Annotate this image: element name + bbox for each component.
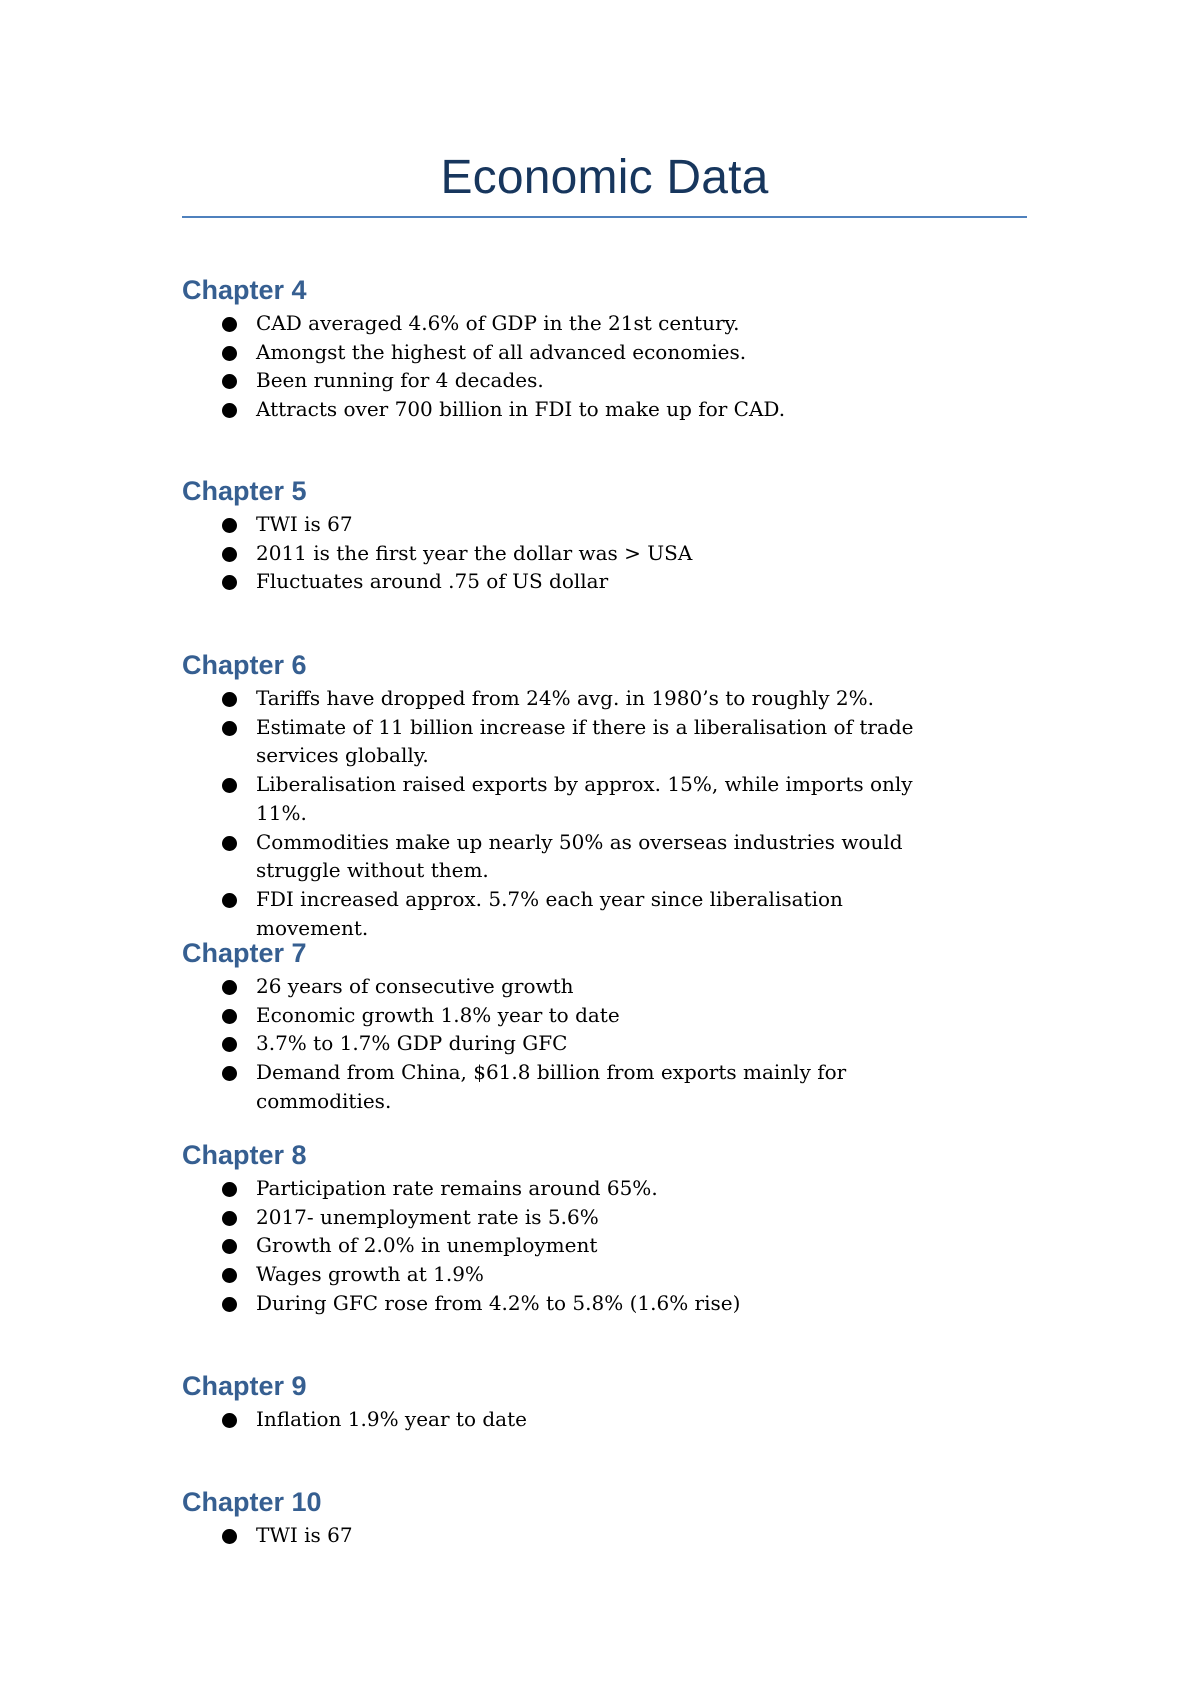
bullet-text: 3.7% to 1.7% GDP during GFC: [256, 1031, 568, 1056]
chapter-7-section: [182, 936, 1027, 1116]
list-item: [182, 1029, 956, 1058]
bullet-icon: [222, 1529, 237, 1544]
chapter-heading: Chapter 9: [182, 1371, 307, 1401]
list-item: [182, 366, 956, 395]
bullet-list: [182, 1405, 1027, 1434]
bullet-list: [182, 1174, 1027, 1318]
chapter-10-section: [182, 1485, 1027, 1550]
bullet-text: TWI is 67: [256, 512, 353, 536]
bullet-text: During GFC rose from 4.2% to 5.8% (1.6% rise): [256, 1290, 741, 1315]
bullet-text: Fluctuates around .75 of US dollar: [256, 569, 609, 594]
list-item: [182, 1001, 956, 1030]
list-item: [182, 972, 956, 1001]
bullet-list: [182, 972, 1027, 1116]
bullet-list: [182, 1521, 1027, 1550]
title-divider: [182, 216, 1027, 218]
chapter-heading: Chapter 4: [182, 275, 307, 305]
bullet-text: Tariffs have dropped from 24% avg. in 1980’s to roughly 2%.: [256, 686, 874, 710]
chapter-8-section: [182, 1138, 1027, 1318]
bullet-icon: [222, 1009, 237, 1024]
bullet-icon: [222, 403, 237, 418]
bullet-icon: [222, 1297, 237, 1312]
bullet-icon: [222, 1413, 237, 1428]
list-item: [182, 309, 956, 338]
bullet-list: [182, 510, 1027, 596]
bullet-icon: [222, 893, 237, 908]
bullet-text: Attracts over 700 billion in FDI to make up for CAD.: [256, 397, 786, 422]
chapter-heading: Chapter 6: [182, 650, 307, 680]
bullet-icon: [222, 1037, 237, 1052]
bullet-icon: [222, 836, 237, 851]
chapter-heading: Chapter 7: [182, 938, 307, 968]
list-item: [182, 539, 956, 568]
bullet-icon: [222, 1182, 237, 1197]
bullet-text: 2011 is the first year the dollar was > USA: [256, 540, 693, 565]
list-item: [182, 770, 956, 827]
list-item: [182, 1289, 956, 1318]
bullet-text: Growth of 2.0% in unemployment: [256, 1233, 598, 1258]
list-item: [182, 684, 956, 713]
bullet-icon: [222, 778, 237, 793]
chapter-4-section: [182, 273, 1027, 424]
bullet-icon: [222, 1066, 237, 1081]
bullet-text: Estimate of 11 billion increase if there is a liberalisation of trade services globally.: [256, 714, 914, 768]
chapter-6-section: [182, 648, 1027, 942]
list-item: [182, 395, 956, 424]
bullet-icon: [222, 575, 237, 590]
chapter-9-section: [182, 1369, 1027, 1434]
bullet-icon: [222, 1211, 237, 1226]
list-item: [182, 1521, 956, 1550]
bullet-text: Commodities make up nearly 50% as overseas industries would struggle without them.: [256, 829, 903, 883]
bullet-text: Demand from China, $61.8 billion from exports mainly for commodities.: [256, 1060, 847, 1113]
bullet-icon: [222, 1268, 237, 1283]
bullet-text: Inflation 1.9% year to date: [256, 1407, 527, 1431]
list-item: [182, 510, 956, 539]
bullet-icon: [222, 547, 237, 562]
list-item: [182, 1231, 956, 1260]
chapter-heading: Chapter 10: [182, 1487, 322, 1517]
bullet-text: FDI increased approx. 5.7% each year since liberalisation movement.: [256, 886, 843, 940]
chapter-heading: Chapter 5: [182, 476, 307, 506]
bullet-text: Wages growth at 1.9%: [256, 1262, 484, 1287]
bullet-icon: [222, 721, 237, 736]
list-item: [182, 1174, 956, 1203]
list-item: [182, 885, 956, 942]
bullet-text: Economic growth 1.8% year to date: [256, 1002, 620, 1027]
document-title: Economic Data: [440, 151, 769, 204]
chapter-5-section: [182, 474, 1027, 596]
list-item: [182, 567, 956, 596]
bullet-text: TWI is 67: [256, 1523, 353, 1547]
list-item: [182, 828, 956, 885]
bullet-icon: [222, 1239, 237, 1254]
list-item: [182, 338, 956, 367]
bullet-text: 26 years of consecutive growth: [256, 974, 574, 998]
bullet-icon: [222, 980, 237, 995]
bullet-icon: [222, 317, 237, 332]
bullet-text: Been running for 4 decades.: [256, 368, 544, 393]
list-item: [182, 1058, 956, 1115]
bullet-icon: [222, 518, 237, 533]
list-item: [182, 1203, 956, 1232]
chapter-heading: Chapter 8: [182, 1140, 307, 1170]
bullet-text: Amongst the highest of all advanced economies.: [256, 339, 747, 364]
bullet-icon: [222, 692, 237, 707]
bullet-list: [182, 684, 1027, 942]
bullet-icon: [222, 374, 237, 389]
list-item: [182, 1405, 956, 1434]
bullet-text: CAD averaged 4.6% of GDP in the 21st century.: [256, 311, 740, 335]
bullet-icon: [222, 346, 237, 361]
bullet-text: Participation rate remains around 65%.: [256, 1176, 658, 1200]
bullet-text: Liberalisation raised exports by approx. 15%, while imports only 11%.: [256, 772, 913, 825]
list-item: [182, 1260, 956, 1289]
bullet-text: 2017- unemployment rate is 5.6%: [256, 1204, 599, 1229]
bullet-list: [182, 309, 1027, 424]
list-item: [182, 713, 956, 770]
